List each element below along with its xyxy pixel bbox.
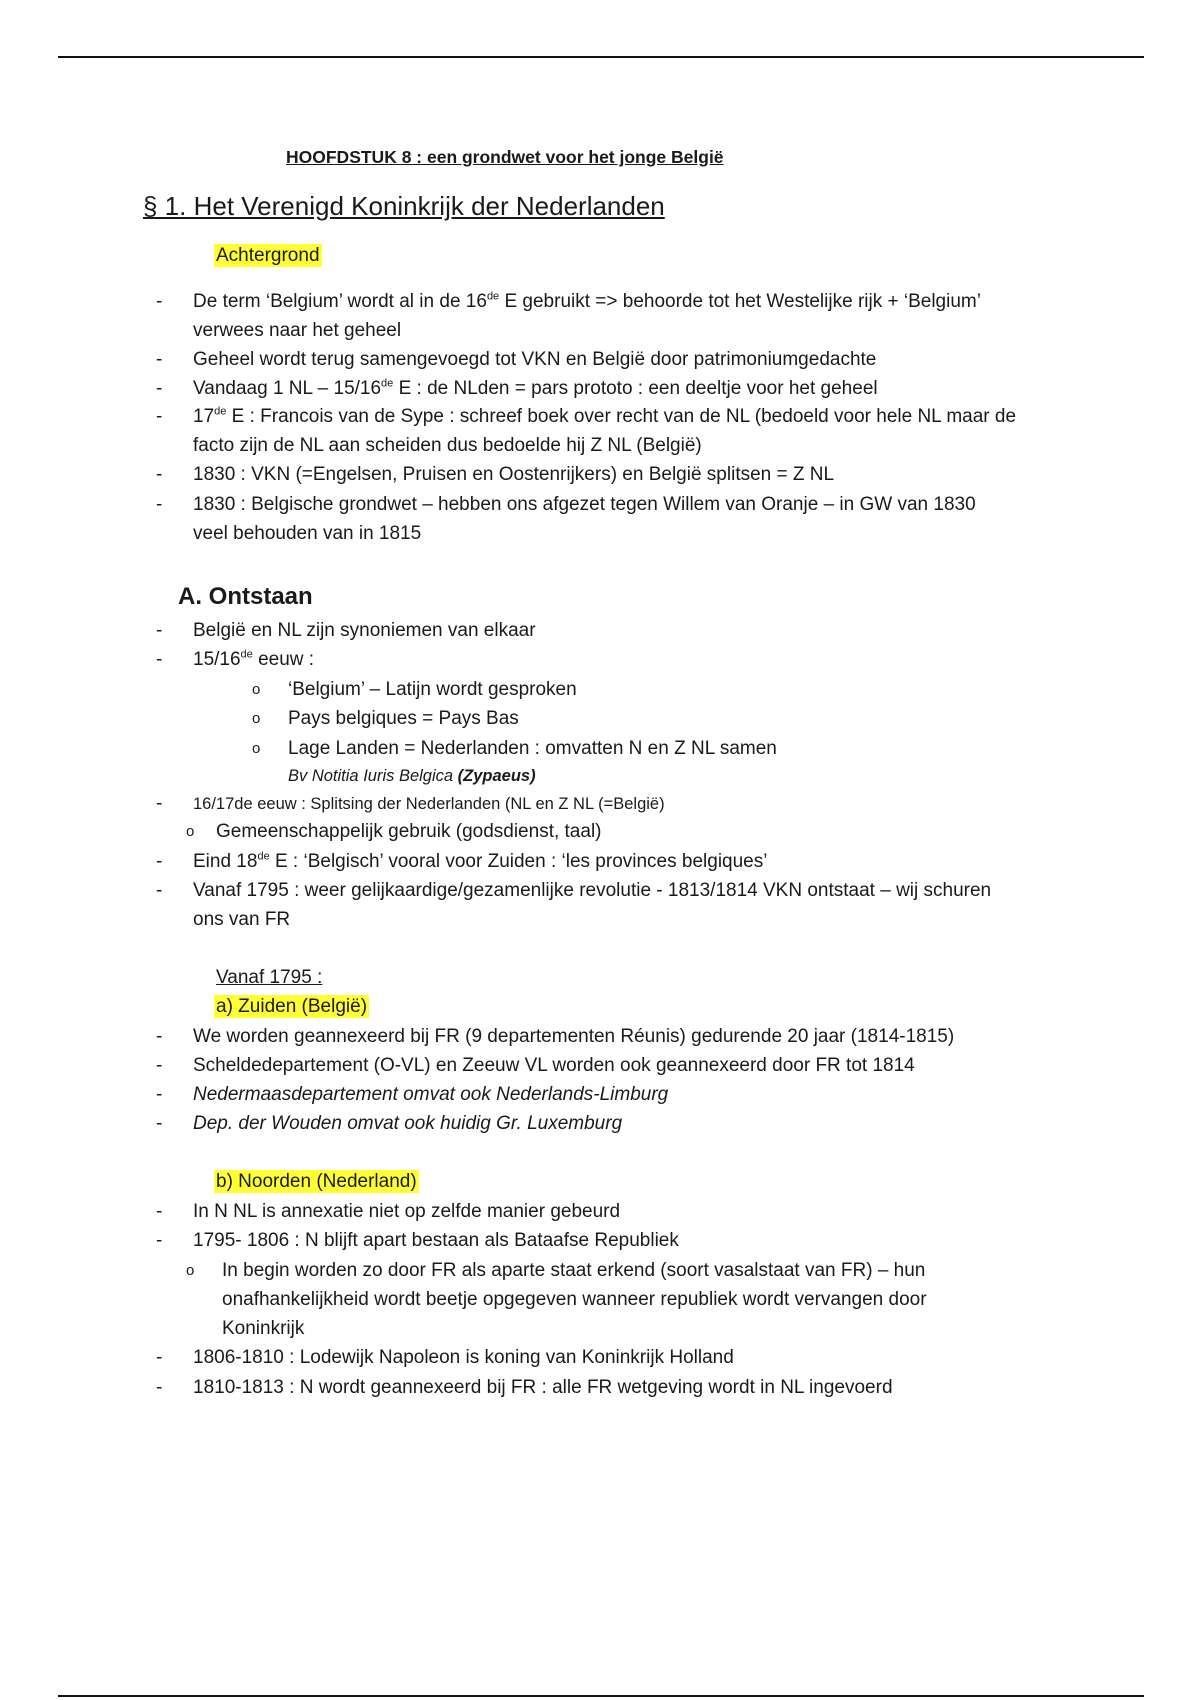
background-heading: Achtergrond <box>216 245 320 266</box>
background-item-3: Vandaag 1 NL – 15/16de E : de NLden = pars prototo : een deeltje voor het geheel <box>193 377 878 399</box>
bullet-dash: - <box>156 1084 163 1105</box>
bullet-dash: - <box>156 1377 163 1398</box>
north-item-3: 1806-1810 : Lodewijk Napoleon is koning van Koninkrijk Holland <box>193 1347 734 1368</box>
bullet-dash: - <box>156 649 163 670</box>
origin-item-3-sub: Gemeenschappelijk gebruik (godsdienst, taal) <box>216 821 602 842</box>
north-item-2: 1795- 1806 : N blijft apart bestaan als Bataafse Republiek <box>193 1230 679 1251</box>
bullet-dash: - <box>156 406 163 427</box>
origin-heading: A. Ontstaan <box>178 583 313 610</box>
south-heading: a) Zuiden (België) <box>216 996 368 1017</box>
bullet-dash: - <box>156 1347 163 1368</box>
bullet-circle: o <box>252 740 261 757</box>
bullet-dash: - <box>156 291 163 312</box>
origin-item-5-cont: ons van FR <box>193 909 291 930</box>
bullet-dash: - <box>156 851 163 872</box>
bullet-circle: o <box>186 1262 195 1279</box>
north-item-2-sub: In begin worden zo door FR als aparte staat erkend (soort vasalstaat van FR) – hun <box>222 1260 926 1281</box>
bullet-circle: o <box>252 681 261 698</box>
bullet-dash: - <box>156 1113 163 1134</box>
south-item-1: We worden geannexeerd bij FR (9 departementen Réunis) gedurende 20 jaar (1814-1815) <box>193 1026 955 1047</box>
background-item-2: Geheel wordt terug samengevoegd tot VKN en België door patrimoniumgedachte <box>193 349 877 370</box>
section-title: § 1. Het Verenigd Koninkrijk der Nederlanden <box>143 191 665 221</box>
south-item-3: Nedermaasdepartement omvat ook Nederlands-Limburg <box>193 1084 669 1105</box>
background-item-4: 17de E : Francois van de Sype : schreef boek over recht van de NL (bedoeld voor hele NL maar de <box>193 405 1017 427</box>
south-item-4: Dep. der Wouden omvat ook huidig Gr. Luxemburg <box>193 1113 623 1134</box>
bullet-dash: - <box>156 349 163 370</box>
origin-subitem-1: ‘Belgium’ – Latijn wordt gesproken <box>288 679 577 700</box>
bullet-dash: - <box>156 1230 163 1251</box>
origin-item-5: Vanaf 1795 : weer gelijkaardige/gezamenlijke revolutie - 1813/1814 VKN ontstaat – wij schuren <box>193 880 992 901</box>
bullet-circle: o <box>186 823 195 840</box>
background-item-6: 1830 : Belgische grondwet – hebben ons afgezet tegen Willem van Oranje – in GW van 1830 <box>193 494 976 515</box>
bottom-rule <box>58 1695 1144 1697</box>
origin-subitem-2: Pays belgiques = Pays Bas <box>288 708 519 729</box>
origin-subitem-3: Lage Landen = Nederlanden : omvatten N en Z NL samen <box>288 738 777 759</box>
origin-item-3: 16/17de eeuw : Splitsing der Nederlanden (NL en Z NL (=België) <box>193 795 665 813</box>
bullet-dash: - <box>156 464 163 485</box>
bullet-dash: - <box>156 1055 163 1076</box>
chapter-title: HOOFDSTUK 8 : een grondwet voor het jonge België <box>286 147 724 167</box>
bullet-dash: - <box>156 620 163 641</box>
bullet-dash: - <box>156 378 163 399</box>
bullet-dash: - <box>156 494 163 515</box>
north-heading: b) Noorden (Nederland) <box>216 1171 417 1192</box>
north-item-1: In N NL is annexatie niet op zelfde manier gebeurd <box>193 1201 621 1222</box>
origin-subitem-3-note: Bv Notitia Iuris Belgica (Zypaeus) <box>288 767 536 785</box>
origin-item-2: 15/16de eeuw : <box>193 648 315 670</box>
origin-item-1: België en NL zijn synoniemen van elkaar <box>193 620 536 641</box>
bullet-dash: - <box>156 1026 163 1047</box>
bullet-dash: - <box>156 880 163 901</box>
background-item-5: 1830 : VKN (=Engelsen, Pruisen en Oostenrijkers) en België splitsen = Z NL <box>193 464 835 485</box>
origin-item-4: Eind 18de E : ‘Belgisch’ vooral voor Zuiden : ‘les provinces belgiques’ <box>193 850 768 872</box>
background-item-4-cont: facto zijn de NL aan scheiden dus bedoelde hij Z NL (België) <box>193 435 702 456</box>
background-item-1-cont: verwees naar het geheel <box>193 320 402 341</box>
background-item-6-cont: veel behouden van in 1815 <box>193 523 422 544</box>
background-item-1: De term ‘Belgium’ wordt al in de 16de E gebruikt => behoorde tot het Westelijke rijk + ‘Belgium’ <box>193 290 981 312</box>
north-item-2-sub-cont: Koninkrijk <box>222 1318 305 1339</box>
north-item-4: 1810-1813 : N wordt geannexeerd bij FR : alle FR wetgeving wordt in NL ingevoerd <box>193 1377 893 1398</box>
bullet-dash: - <box>156 1201 163 1222</box>
south-item-2: Scheldedepartement (O-VL) en Zeeuw VL worden ook geannexeerd door FR tot 1814 <box>193 1055 915 1076</box>
bullet-dash: - <box>156 793 163 814</box>
top-rule <box>58 56 1144 58</box>
north-item-2-sub-cont: onafhankelijkheid wordt beetje opgegeven wanneer republiek wordt vervangen door <box>222 1289 927 1310</box>
from1795-heading: Vanaf 1795 : <box>216 967 323 988</box>
bullet-circle: o <box>252 710 261 727</box>
